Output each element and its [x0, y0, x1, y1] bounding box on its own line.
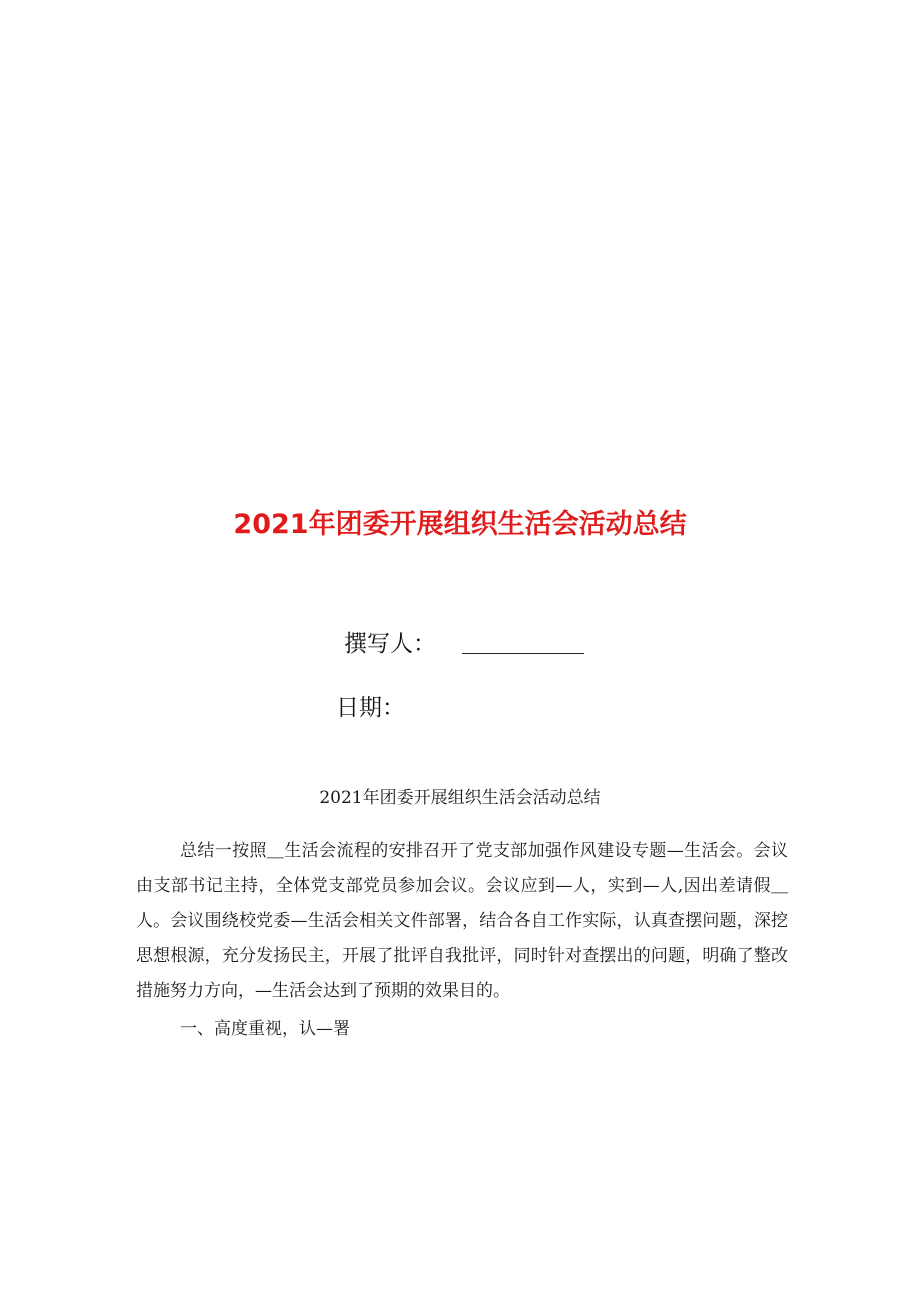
author-blank-line [462, 653, 584, 654]
author-label: 撰写人： [344, 631, 436, 657]
document-title: 2021年团委开展组织生活会活动总结 [319, 788, 601, 808]
section-heading-1: 一、高度重视，认—署 [180, 1019, 350, 1039]
author-row [344, 626, 584, 662]
intro-paragraph: 总结一按照＿生活会流程的安排召开了党支部加强作风建设专题—生活会。会议由支部书记主持，全体党支部党员参加会议。会议应到—人，实到—人,因出差请假＿人。会议围绕校党委—生活会相关文件部署，结合各自工作实际，认真查摆问题，深挖思想根源，充分发扬民主，开展了批评自我批评，同时针对查摆出的问题，明确了整改措施努力方向，—生活会达到了预期的效果目的。 [136, 841, 788, 1001]
date-label: 日期： [336, 695, 405, 721]
cover-title: 2021年团委开展组织生活会活动总结 [233, 509, 687, 540]
